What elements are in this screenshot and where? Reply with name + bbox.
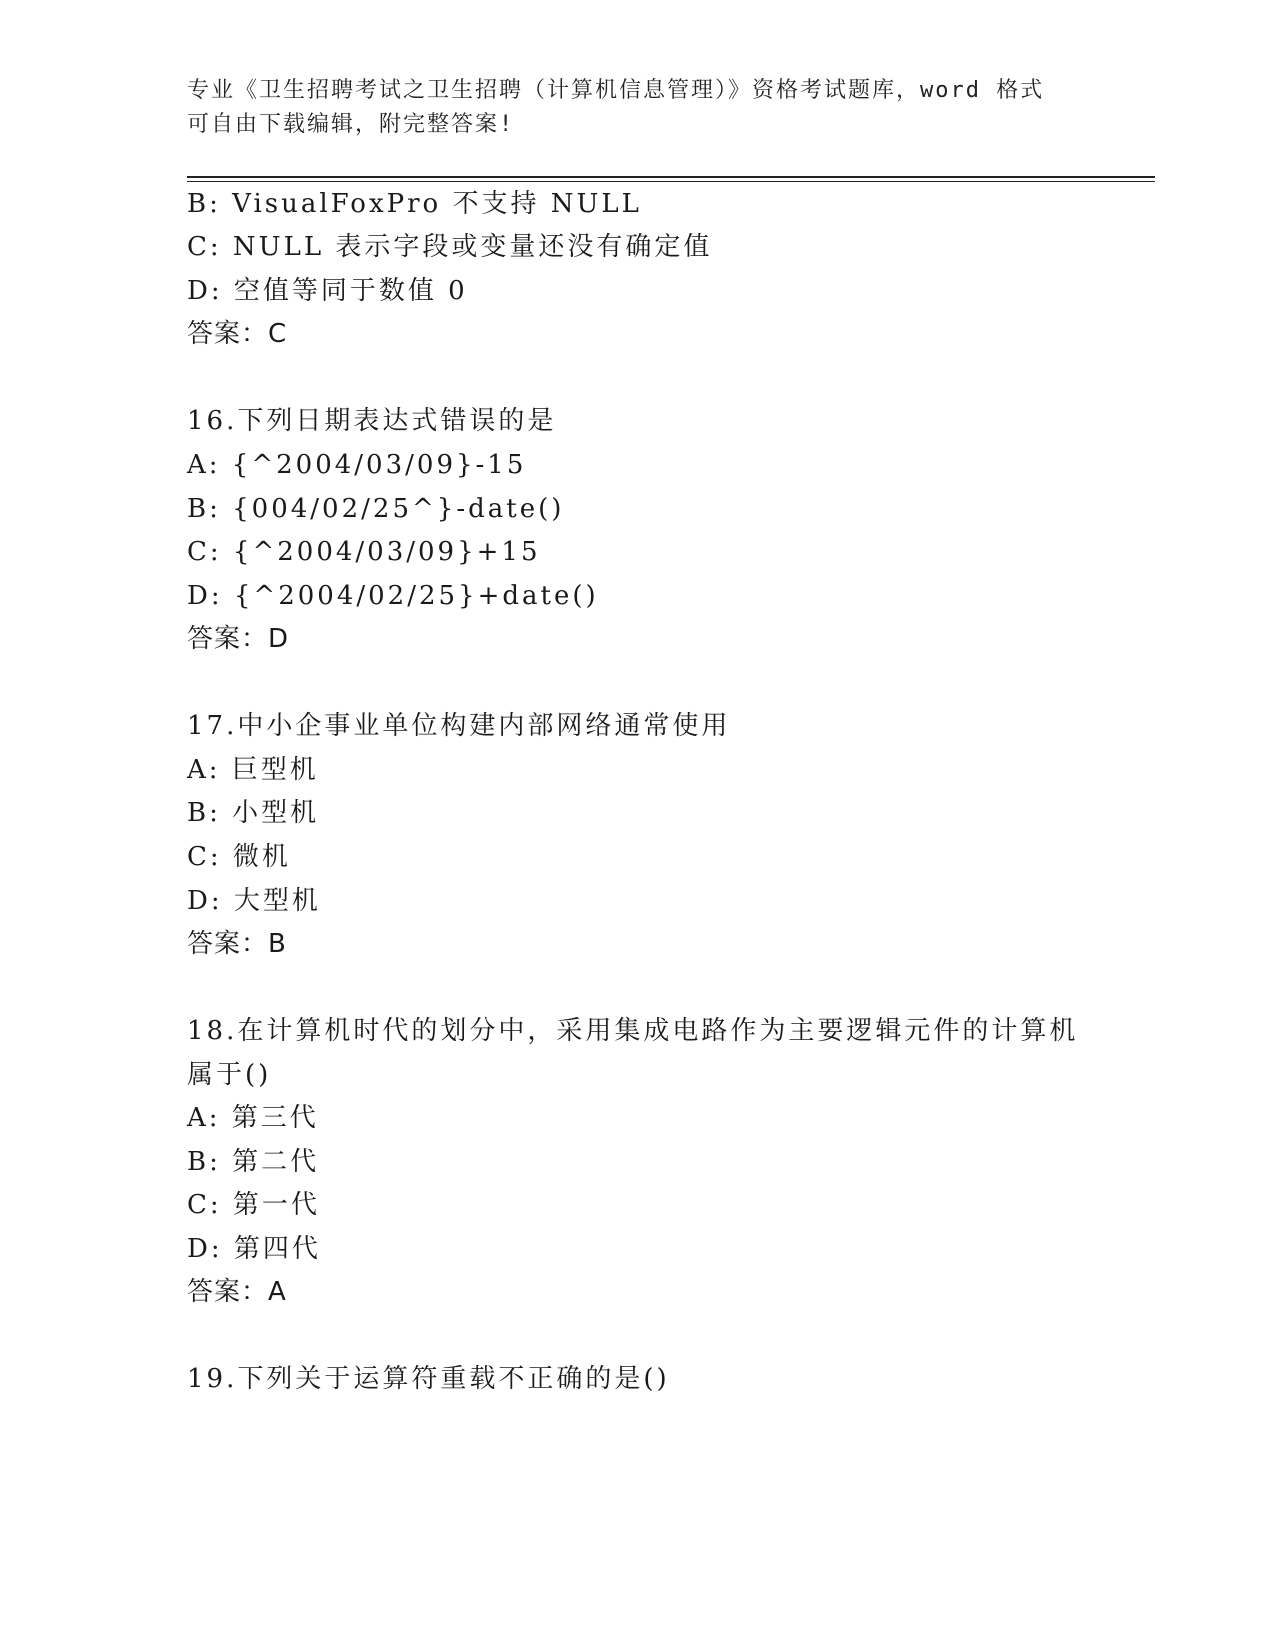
question-18-option-b: B: 第二代 — [187, 1147, 320, 1177]
question-16-option-c: C: {^2004/03/09}+15 — [187, 537, 541, 567]
question-19-stem: 19.下列关于运算符重载不正确的是() — [187, 1364, 670, 1394]
question-16-option-b: B: {004/02/25^}-date() — [187, 494, 565, 524]
header-divider-thin — [187, 181, 1155, 182]
header-line-1: 专业《卫生招聘考试之卫生招聘（计算机信息管理）》资格考试题库，word 格式 — [187, 78, 1045, 103]
question-16-option-a: A: {^2004/03/09}-15 — [187, 450, 527, 480]
question-17-option-b: B: 小型机 — [187, 798, 320, 828]
question-18-option-a: A: 第三代 — [187, 1103, 319, 1133]
question-18-answer: 答案：A — [187, 1277, 287, 1307]
question-16-stem: 16.下列日期表达式错误的是 — [187, 406, 557, 436]
answer-line: 答案：C — [187, 319, 288, 349]
question-18-option-d: D: 第四代 — [187, 1234, 321, 1264]
question-17-option-c: C: 微机 — [187, 842, 291, 872]
question-17-stem: 17.中小企事业单位构建内部网络通常使用 — [187, 711, 731, 741]
option-c: C: NULL 表示字段或变量还没有确定值 — [187, 232, 713, 262]
option-d: D: 空值等同于数值 0 — [187, 276, 468, 306]
question-17-option-d: D: 大型机 — [187, 886, 321, 916]
question-17-answer: 答案：B — [187, 929, 287, 959]
question-18-option-c: C: 第一代 — [187, 1190, 320, 1220]
question-18-stem-line-2: 属于() — [187, 1060, 272, 1090]
question-17-option-a: A: 巨型机 — [187, 755, 319, 785]
header-divider-thick — [187, 176, 1155, 178]
document-header — [187, 74, 1087, 142]
question-16-answer: 答案：D — [187, 624, 290, 654]
question-18-stem-line-1: 18.在计算机时代的划分中，采用集成电路作为主要逻辑元件的计算机 — [187, 1016, 1079, 1046]
option-b: B: VisualFoxPro 不支持 NULL — [187, 189, 642, 219]
header-line-2: 可自由下载编辑，附完整答案! — [187, 112, 515, 137]
question-16-option-d: D: {^2004/02/25}+date() — [187, 581, 599, 611]
